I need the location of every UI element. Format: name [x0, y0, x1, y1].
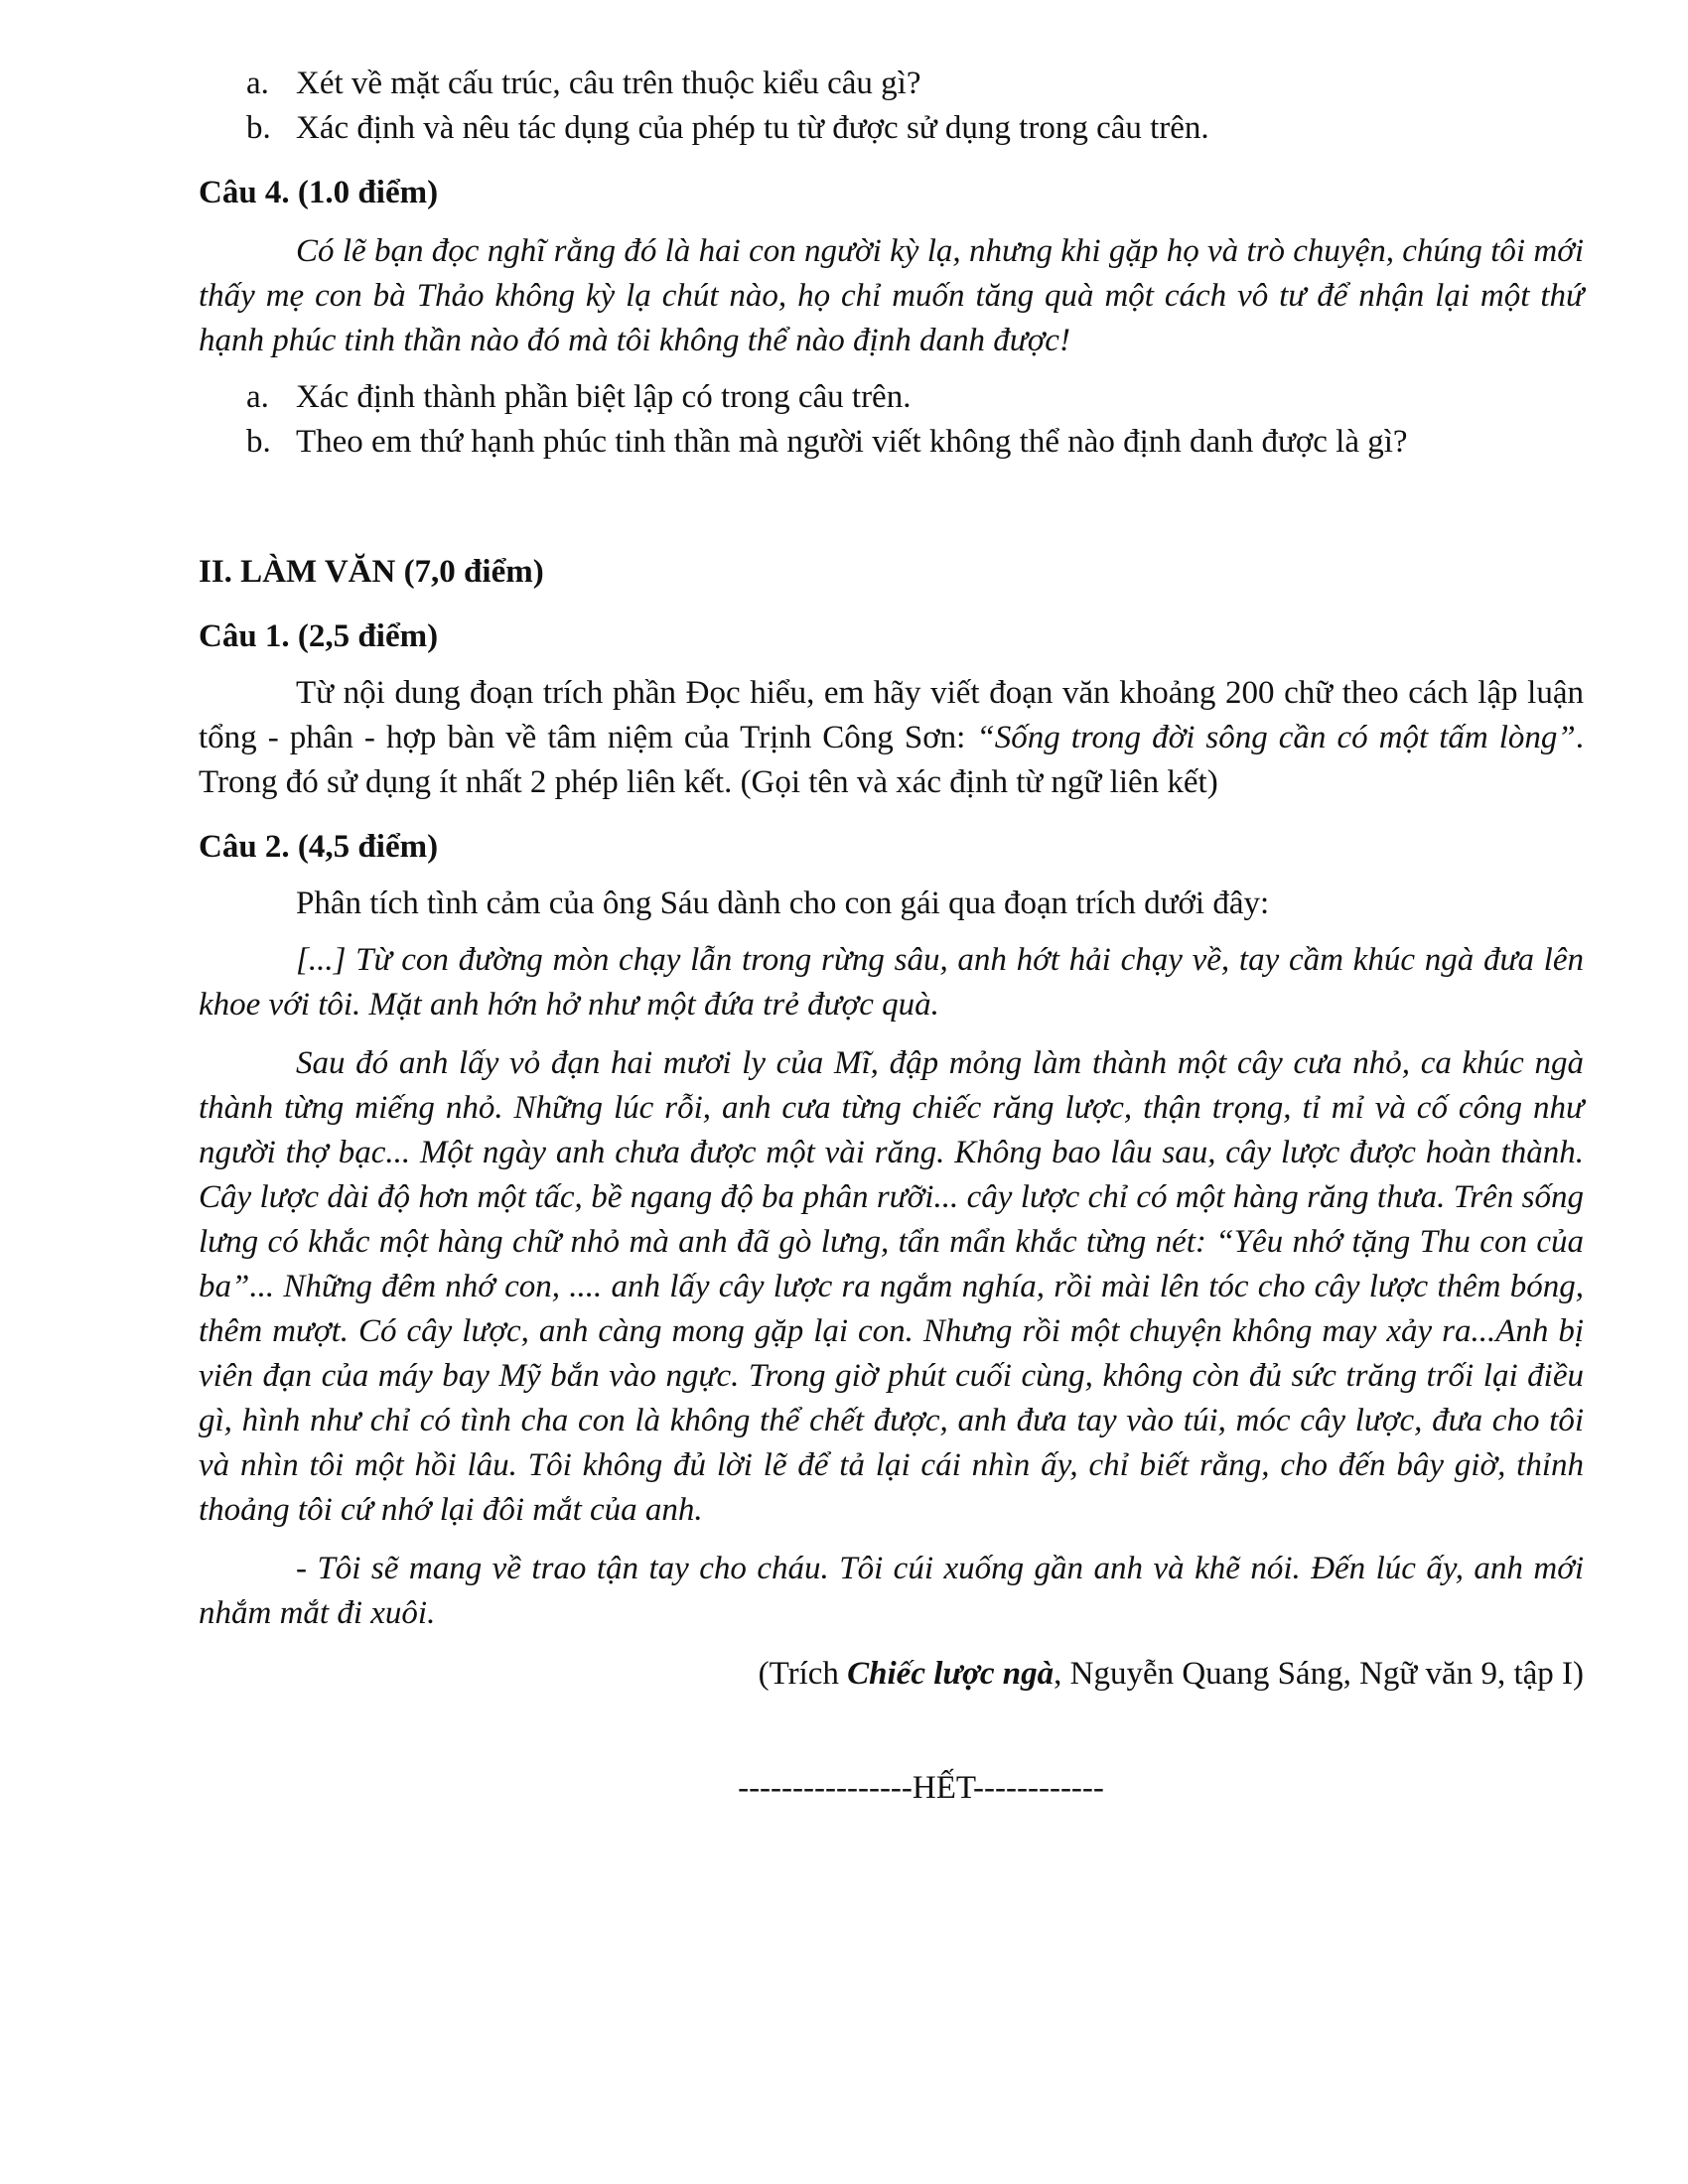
excerpt-citation [199, 1652, 1584, 1697]
list-marker: b. [246, 424, 271, 460]
p2-q2-heading: Câu 2. (4,5 điểm) [199, 829, 439, 865]
q3-item-a [199, 62, 1584, 106]
exam-page [199, 62, 1584, 1811]
q4-item-b [199, 420, 1584, 465]
p2-q1-prompt [199, 671, 1584, 805]
q3-item-b-text: Xác định và nêu tác dụng của phép tu từ được sử dụng trong câu trên. [296, 110, 1209, 146]
excerpt-paragraph-1: [...] Từ con đường mòn chạy lẫn trong rừng sâu, anh hớt hải chạy về, tay cầm khúc ngà đưa lên khoe với tôi. Mặt anh hớn hở như một đứa trẻ được quà. [199, 942, 1584, 1023]
q4-subquestions [199, 375, 1584, 465]
q4-item-a [199, 375, 1584, 420]
p2-q1-quote: “Sống trong đời sông cần có một tấm lòng” [976, 720, 1576, 755]
p2-q1-heading: Câu 1. (2,5 điểm) [199, 618, 439, 654]
q3-subquestions [199, 62, 1584, 151]
citation-prefix: (Trích [758, 1656, 848, 1692]
list-marker: a. [246, 66, 269, 101]
p2-q1-text-after: . Trong đó sử dụng ít nhất 2 phép liên kết. (Gọi tên và xác định từ ngữ liên kết) [199, 720, 1585, 800]
p2-q2-prompt: Phân tích tình cảm của ông Sáu dành cho con gái qua đoạn trích dưới đây: [296, 886, 1270, 921]
excerpt-paragraph-3: - Tôi sẽ mang về trao tận tay cho cháu. Tôi cúi xuống gần anh và khẽ nói. Đến lúc ấy, anh mới nhắm mắt đi xuôi. [199, 1551, 1584, 1631]
list-marker: b. [246, 110, 271, 146]
p2-q1-text-before: Từ nội dung đoạn trích phần Đọc hiểu, em hãy viết đoạn văn khoảng 200 chữ theo cách lập luận tổng - phân - hợp bàn về tâm niệm của Trịnh Công Sơn: [199, 675, 1584, 755]
citation-suffix: , Nguyễn Quang Sáng, Ngữ văn 9, tập I) [1054, 1656, 1584, 1692]
q4-item-a-text: Xác định thành phần biệt lập có trong câu trên. [296, 379, 912, 415]
citation-title: Chiếc lược ngà [847, 1656, 1055, 1692]
q3-item-a-text: Xét về mặt cấu trúc, câu trên thuộc kiểu câu gì? [296, 66, 921, 101]
end-marker: ----------------HẾT------------ [738, 1770, 1104, 1806]
q4-passage: Có lẽ bạn đọc nghĩ rằng đó là hai con người kỳ lạ, nhưng khi gặp họ và trò chuyện, chúng tôi mới thấy mẹ con bà Thảo không kỳ lạ chút nào, họ chỉ muốn tăng quà một cách vô tư để nhận lại một thứ hạnh phúc tinh thần nào đó mà tôi không thể nào định danh được! [199, 233, 1584, 358]
section-heading-lam-van: II. LÀM VĂN (7,0 điểm) [199, 554, 544, 590]
q4-heading: Câu 4. (1.0 điểm) [199, 175, 439, 210]
q4-item-b-text: Theo em thứ hạnh phúc tinh thần mà người viết không thể nào định danh được là gì? [296, 424, 1408, 460]
excerpt-paragraph-2: Sau đó anh lấy vỏ đạn hai mươi ly của Mĩ, đập mỏng làm thành một cây cưa nhỏ, ca khúc ngà thành từng miếng nhỏ. Những lúc rỗi, anh cưa từng chiếc răng lược, thận trọng, tỉ mỉ và cố công như người thợ bạc... Một ngày anh chưa được một vài răng. Không bao lâu sau, cây lược được hoàn thành. Cây lược dài độ hơn một tấc, bề ngang độ ba phân rưỡi... cây lược chỉ có một hàng răng thưa. Trên sống lưng có khắc một hàng chữ nhỏ mà anh đã gò lưng, tẩn mẩn khắc từng nét: “Yêu nhớ tặng Thu con của ba”... Những đêm nhớ con, .... anh lấy cây lược ra ngắm nghía, rồi mài lên tóc cho cây lược thêm bóng, thêm mượt. Có cây lược, anh càng mong gặp lại con. Nhưng rồi một chuyện không may xảy ra...Anh bị viên đạn của máy bay Mỹ bắn vào ngực. Trong giờ phút cuối cùng, không còn đủ sức trăng trối lại điều gì, hình như chỉ có tình cha con là không thể chết được, anh đưa tay vào túi, móc cây lược, đưa cho tôi và nhìn tôi một hồi lâu. Tôi không đủ lời lẽ để tả lại cái nhìn ấy, chỉ biết rằng, cho đến bây giờ, thỉnh thoảng tôi cứ nhớ lại đôi mắt của anh. [199, 1045, 1584, 1528]
q3-item-b [199, 106, 1584, 151]
list-marker: a. [246, 379, 269, 415]
